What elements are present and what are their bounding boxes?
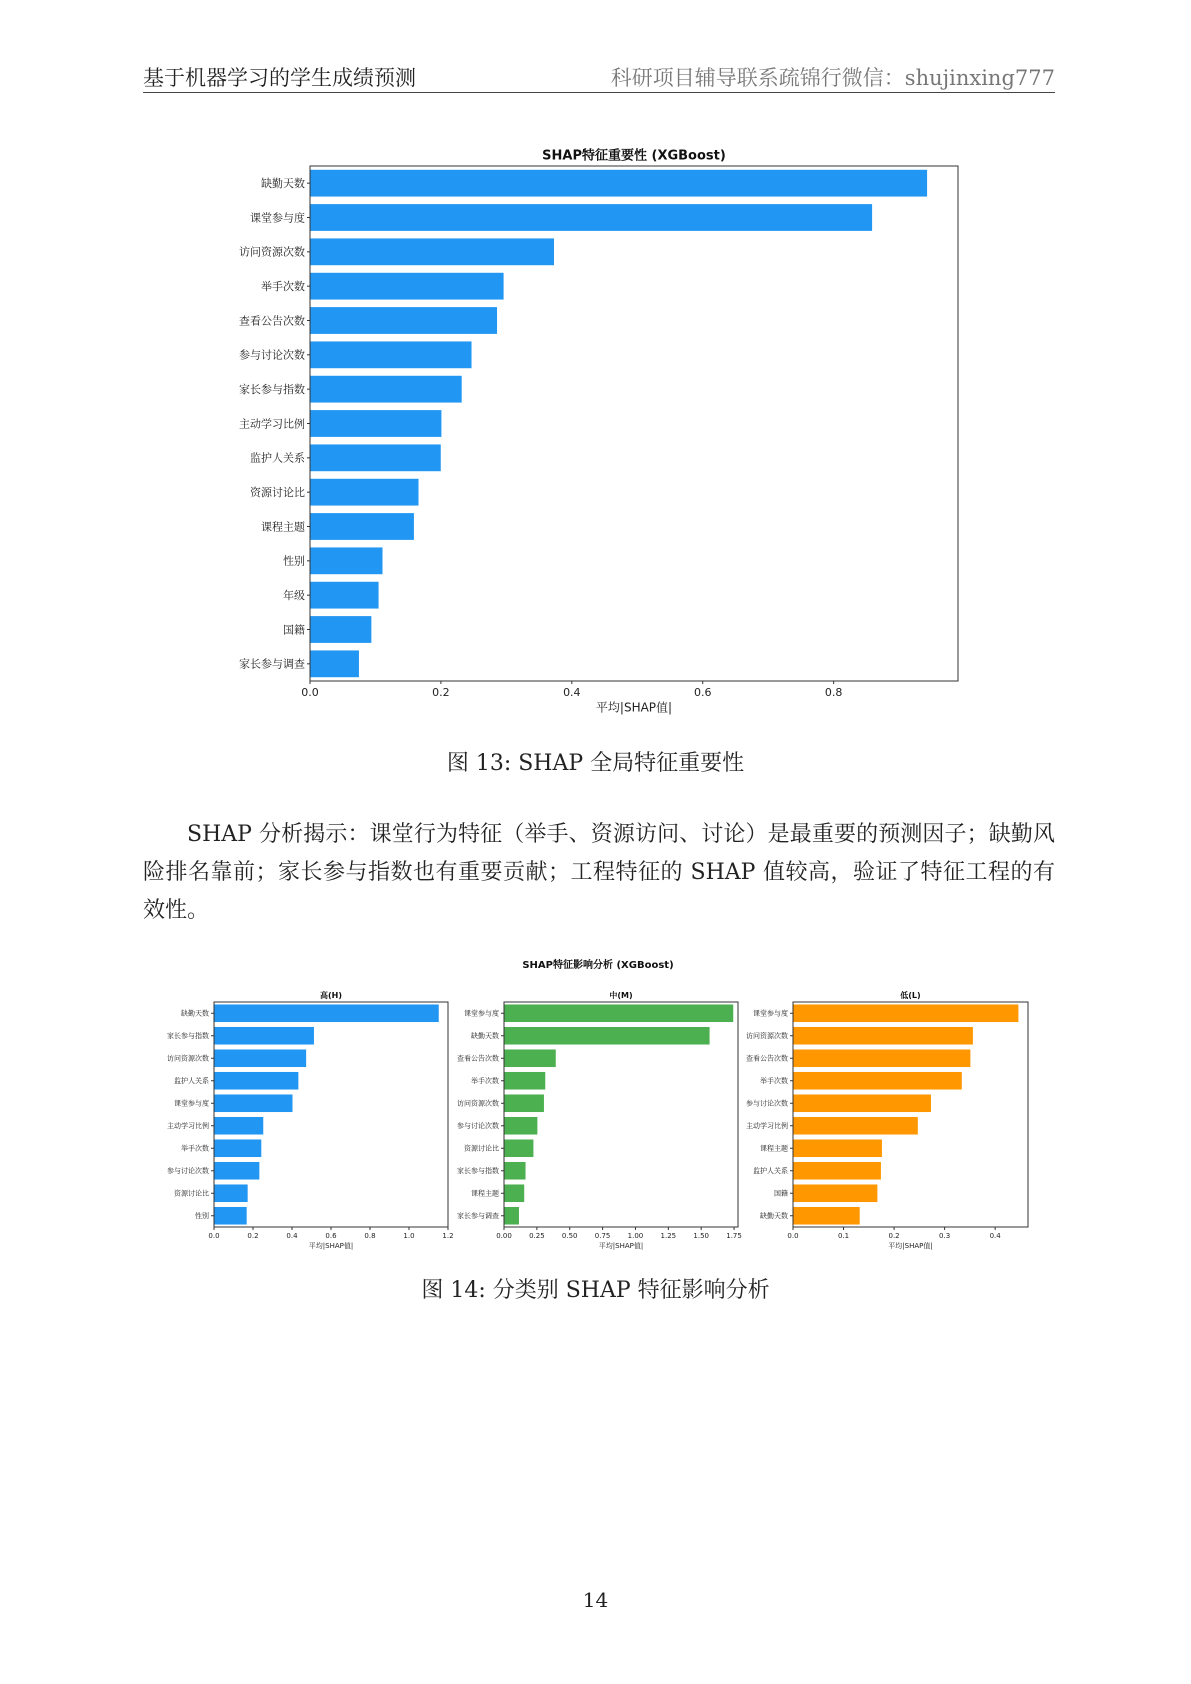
chart-3-title: 低(L) xyxy=(900,990,921,1000)
chart-1-category-label: 主动学习比例 xyxy=(167,1122,209,1131)
chart-0-x-tick-label: 0.0 xyxy=(301,686,319,699)
chart-0-bar xyxy=(311,238,554,265)
chart-1-x-tick-label: 0.2 xyxy=(247,1232,259,1240)
chart-1-category-label: 缺勤天数 xyxy=(181,1009,209,1018)
chart-2-bar xyxy=(505,1004,734,1022)
chart-0-category-label: 课程主题 xyxy=(261,520,305,534)
chart-0-category-label: 性别 xyxy=(283,554,305,568)
chart-1-x-tick-label: 0.6 xyxy=(325,1232,337,1240)
chart-3-bar xyxy=(794,1162,881,1180)
chart-0-x-axis-label: 平均|SHAP值| xyxy=(595,700,673,715)
chart-1-bar xyxy=(215,1117,264,1135)
chart-1-category-label: 举手次数 xyxy=(181,1144,209,1153)
figure-13-caption: 图 13: SHAP 全局特征重要性 xyxy=(446,751,745,776)
chart-1-category-label: 性别 xyxy=(195,1212,209,1221)
chart-2-category-label: 访问资源次数 xyxy=(457,1099,499,1108)
chart-1-x-tick-label: 1.2 xyxy=(442,1232,454,1240)
header-rule xyxy=(143,92,1055,93)
chart-1-category-label: 家长参与指数 xyxy=(167,1032,209,1041)
chart-3-bar xyxy=(794,1117,918,1135)
chart-0-category-label: 监护人关系 xyxy=(250,451,305,465)
chart-0-bar xyxy=(311,204,873,231)
chart-0-bar xyxy=(311,410,442,437)
chart-2-category-label: 家长参与指数 xyxy=(457,1167,499,1176)
chart-1-bar xyxy=(215,1072,299,1090)
chart-0-bar xyxy=(311,273,504,300)
chart-1-title: 高(H) xyxy=(319,990,343,1000)
chart-0-category-label: 家长参与调查 xyxy=(239,657,305,671)
chart-2-bar xyxy=(505,1207,519,1225)
chart-1-category-label: 资源讨论比 xyxy=(174,1189,209,1198)
chart-2-x-tick-label: 0.75 xyxy=(594,1232,611,1240)
chart-2-bar xyxy=(505,1072,546,1090)
chart-2-bar xyxy=(505,1162,526,1180)
chart-0-category-label: 访问资源次数 xyxy=(239,245,305,259)
chart-3-bar xyxy=(794,1004,1019,1022)
chart-1-bar xyxy=(215,1162,260,1180)
chart-2-category-label: 课程主题 xyxy=(471,1189,499,1198)
chart-0-x-tick-label: 0.8 xyxy=(824,686,843,699)
chart-0-category-label: 家长参与指数 xyxy=(239,383,305,397)
chart-0-category-label: 举手次数 xyxy=(261,280,305,294)
chart-0-bar xyxy=(311,479,419,506)
figure-14-chart xyxy=(0,950,1191,1255)
chart-0-bar xyxy=(311,616,372,643)
chart-3-category-label: 缺勤天数 xyxy=(760,1212,788,1221)
chart-0-bar xyxy=(311,513,414,540)
chart-0-category-label: 参与讨论次数 xyxy=(239,348,305,362)
chart-1-category-label: 参与讨论次数 xyxy=(167,1167,209,1176)
chart-2-x-tick-label: 1.50 xyxy=(693,1232,709,1240)
chart-1-category-label: 课堂参与度 xyxy=(174,1099,209,1108)
chart-3-category-label: 访问资源次数 xyxy=(746,1032,788,1041)
chart-3-bar xyxy=(794,1184,878,1202)
chart-2-bar xyxy=(505,1027,710,1045)
chart-3-category-label: 课程主题 xyxy=(760,1144,788,1153)
page-number: 14 xyxy=(582,1588,609,1612)
chart-0-bar xyxy=(311,547,383,574)
chart-0-category-label: 年级 xyxy=(283,589,305,603)
chart-1-x-tick-label: 0.0 xyxy=(208,1232,220,1240)
chart-1-category-label: 监护人关系 xyxy=(174,1077,209,1086)
chart-2-bar xyxy=(505,1094,544,1112)
chart-2-bar xyxy=(505,1139,534,1157)
chart-3-bar xyxy=(794,1027,973,1045)
running-header-title: 基于机器学习的学生成绩预测 xyxy=(143,66,416,90)
chart-3-bar xyxy=(794,1049,971,1067)
chart-2-x-tick-label: 1.75 xyxy=(726,1232,742,1240)
chart-0-category-label: 查看公告次数 xyxy=(239,314,305,328)
chart-0-bar xyxy=(311,582,379,609)
chart-0-category-label: 课堂参与度 xyxy=(250,211,305,225)
chart-2-category-label: 举手次数 xyxy=(471,1077,499,1086)
chart-3-bar xyxy=(794,1094,931,1112)
chart-2-category-label: 缺勤天数 xyxy=(471,1032,499,1041)
chart-0-title: SHAP特征重要性 (XGBoost) xyxy=(542,148,726,164)
chart-2-bar xyxy=(505,1117,538,1135)
chart-1-bar xyxy=(215,1139,262,1157)
chart-0-bar xyxy=(311,307,498,334)
chart-2-x-tick-label: 1.00 xyxy=(627,1232,644,1240)
chart-2-category-label: 资源讨论比 xyxy=(464,1144,499,1153)
chart-2-category-label: 课堂参与度 xyxy=(464,1009,499,1018)
chart-2-x-tick-label: 1.25 xyxy=(660,1232,677,1240)
chart-2-title: 中(M) xyxy=(609,990,633,1000)
chart-3-x-tick-label: 0.1 xyxy=(837,1232,850,1240)
chart-2-x-tick-label: 0.25 xyxy=(529,1232,545,1240)
figure-14-caption: 图 14: 分类别 SHAP 特征影响分析 xyxy=(421,1278,770,1303)
chart-2-x-tick-label: 0.50 xyxy=(561,1232,578,1240)
chart-1-x-tick-label: 0.8 xyxy=(364,1232,376,1240)
chart-0-bar xyxy=(311,376,462,403)
chart-3-x-tick-label: 0.0 xyxy=(787,1232,799,1240)
chart-3-bar xyxy=(794,1139,882,1157)
chart-1-bar xyxy=(215,1049,307,1067)
running-header-contact: 科研项目辅导联系疏锦行微信：shujinxing777 xyxy=(610,66,1055,90)
chart-1-x-tick-label: 1.0 xyxy=(403,1232,415,1240)
chart-3-bar xyxy=(794,1207,860,1225)
chart-3-category-label: 监护人关系 xyxy=(753,1167,788,1176)
chart-3-x-tick-label: 0.3 xyxy=(939,1232,951,1240)
chart-0-bar xyxy=(311,650,359,677)
chart-2-category-label: 家长参与调查 xyxy=(457,1212,499,1221)
chart-0-category-label: 缺勤天数 xyxy=(261,177,305,191)
chart-2-category-label: 参与讨论次数 xyxy=(457,1122,499,1131)
chart-0-x-tick-label: 0.6 xyxy=(693,686,712,699)
chart-1-bar xyxy=(215,1004,439,1022)
chart-2-category-label: 查看公告次数 xyxy=(457,1054,499,1063)
chart-3-x-tick-label: 0.4 xyxy=(989,1232,1001,1240)
chart-3-category-label: 国籍 xyxy=(774,1189,788,1198)
chart-1-bar xyxy=(215,1207,247,1225)
chart-0-x-tick-label: 0.2 xyxy=(432,686,450,699)
chart-2-bar xyxy=(505,1049,556,1067)
chart-3-category-label: 课堂参与度 xyxy=(753,1009,788,1018)
chart-3-category-label: 参与讨论次数 xyxy=(746,1099,788,1108)
chart-3-category-label: 主动学习比例 xyxy=(746,1122,788,1131)
chart-3-category-label: 举手次数 xyxy=(760,1077,788,1086)
chart-1-x-tick-label: 0.4 xyxy=(286,1232,298,1240)
chart-3-bar xyxy=(794,1072,962,1090)
chart-0-bar xyxy=(311,444,441,471)
chart-0-x-tick-label: 0.4 xyxy=(563,686,581,699)
body-paragraph: SHAP 分析揭示：课堂行为特征（举手、资源访问、讨论）是最重要的预测因子；缺勤风险排名靠前；家长参与指数也有重要贡献；工程特征的 SHAP 值较高，验证了特征工程的有效性。 xyxy=(143,822,1055,923)
chart-1-category-label: 访问资源次数 xyxy=(167,1054,209,1063)
chart-1-bar xyxy=(215,1184,248,1202)
chart-3-x-tick-label: 0.2 xyxy=(888,1232,900,1240)
figure-13-chart xyxy=(0,140,1191,730)
chart-1-bar xyxy=(215,1094,293,1112)
chart-3-x-axis-label: 平均|SHAP值| xyxy=(888,1241,933,1250)
figure-14-suptitle: SHAP特征影响分析 (XGBoost) xyxy=(522,960,674,971)
chart-0-category-label: 国籍 xyxy=(283,623,305,637)
chart-2-x-axis-label: 平均|SHAP值| xyxy=(598,1241,644,1250)
chart-0-category-label: 主动学习比例 xyxy=(239,417,305,431)
chart-2-x-tick-label: 0.00 xyxy=(496,1232,512,1240)
chart-2-bar xyxy=(505,1184,525,1202)
chart-0-category-label: 资源讨论比 xyxy=(250,486,305,500)
chart-1-x-axis-label: 平均|SHAP值| xyxy=(308,1241,354,1250)
chart-0-bar xyxy=(311,341,472,368)
chart-3-category-label: 查看公告次数 xyxy=(746,1054,788,1063)
chart-1-bar xyxy=(215,1027,314,1045)
chart-0-bar xyxy=(311,170,928,197)
